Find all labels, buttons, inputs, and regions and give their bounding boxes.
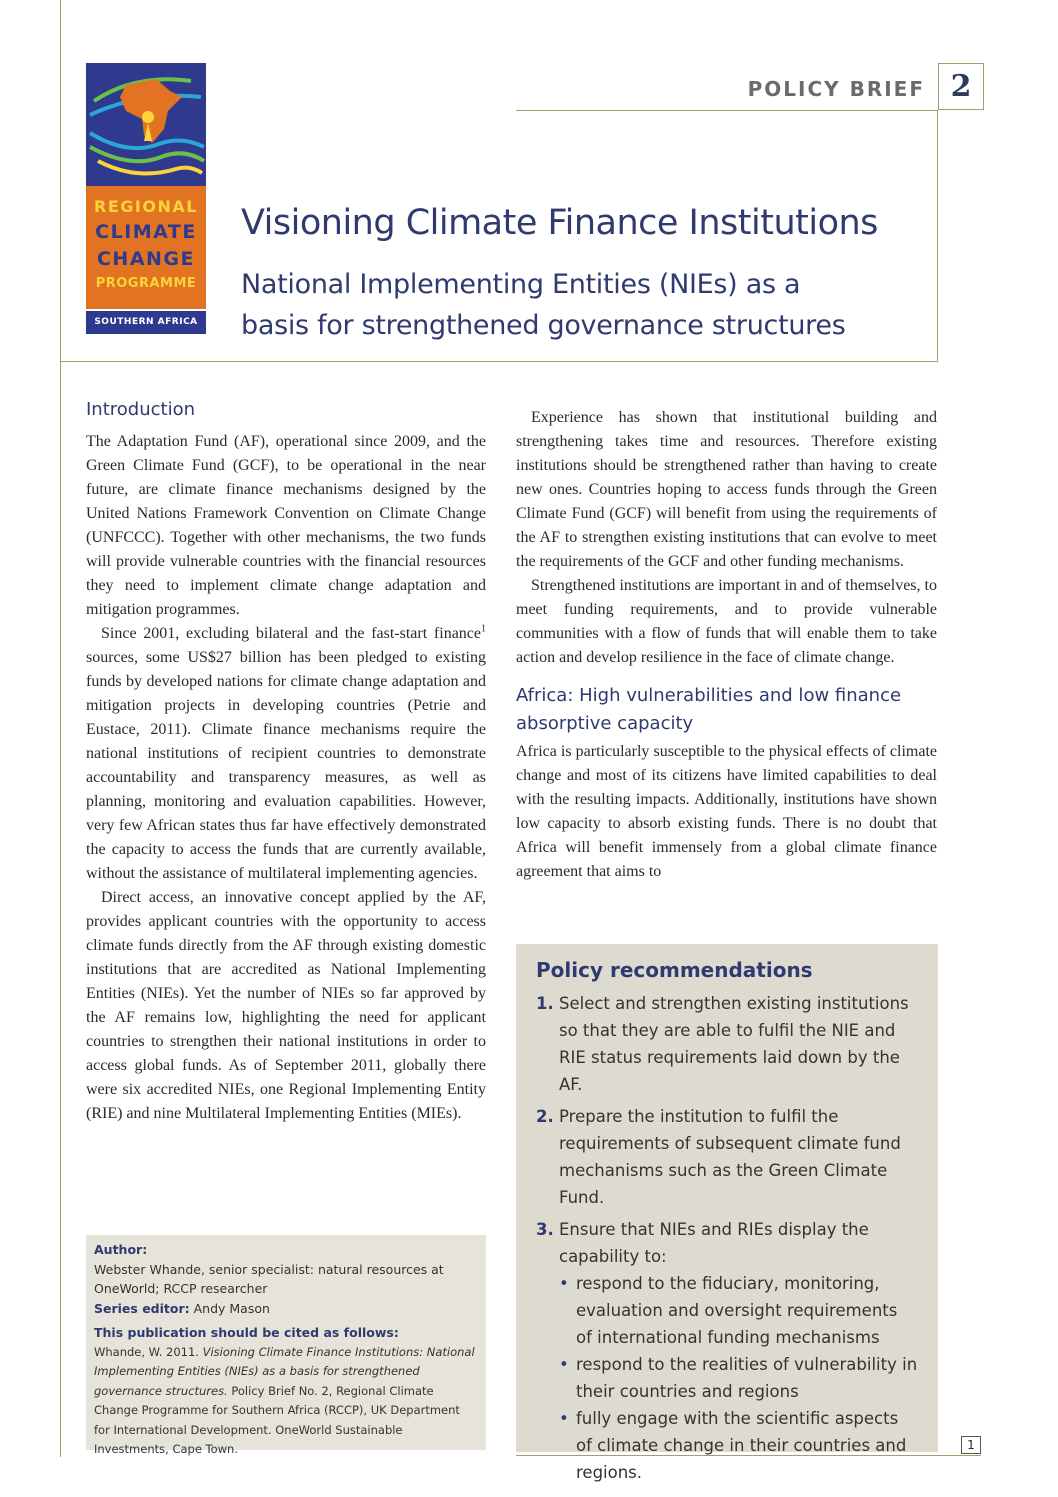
recommendation-number: 3. [536, 1220, 554, 1239]
series-editor-label: Series editor: [94, 1300, 190, 1316]
citation-author: Whande, W. 2011. [94, 1344, 203, 1359]
recommendation-number: 1. [536, 994, 554, 1013]
document-subtitle [241, 264, 881, 346]
header-right-rule [937, 110, 938, 362]
author-info-box [86, 1235, 486, 1456]
series-editor-line [94, 1299, 478, 1319]
intro-paragraph-1: The Adaptation Fund (AF), operational since 2009, and the Green Climate Fund (GCF), to be operational in the near future, are climate finance mechanisms designed by the United Nations Framework Convention on Climate Change (UNFCCC). Together with other mechanisms, the two funds will provide vulnerable countries with the financial resources they need to implement climate change adaptation and mitigation programmes. [86, 433, 486, 618]
recommendation-bullet: • respond to the fiduciary, monitoring, evaluation and oversight requirements of international funding mechanisms [559, 1270, 918, 1351]
left-body-rule [60, 362, 61, 1457]
policy-recommendations-box [516, 944, 938, 1482]
recommendation-text: Prepare the institution to fulfil the requirements of subsequent climate fund mechanisms such as the Green Climate Fund. [559, 1107, 901, 1207]
author-label: Author: [94, 1242, 148, 1257]
subtitle-line-2: basis for strengthened governance structures [241, 310, 846, 341]
footnote-marker: 1 [481, 623, 486, 635]
header-bottom-rule [60, 361, 938, 362]
recommendation-3 [536, 1216, 918, 1486]
right-column [516, 406, 937, 884]
recommendation-bullet: • fully engage with the scientific aspects of climate change in their countries and regions. [559, 1405, 918, 1486]
logo-africa-graphic [86, 63, 206, 186]
subtitle-line-1: National Implementing Entities (NIEs) as a [241, 269, 801, 300]
intro-paragraph-3: Direct access, an innovative concept applied by the AF, provides applicant countries with the opportunity to access climate funds directly from the AF through existing domestic institutions that are accredited as National Implementing Entities (NIEs). Yet the number of NIEs so far approved by the AF remains low, highlighting the need for applicant countries to strengthen their national institutions in order to access global funds. As of September 2011, globally there were six accredited NIEs, one Regional Implementing Entity (RIE) and nine Multilateral Implementing Entities (MIEs). [86, 889, 486, 1122]
intro-paragraph-2-rest: sources, some US$27 billion has been pledged to existing funds by developed nations for climate change adaptation and mitigation projects in developing countries (Petrie and Eustace, 2011). Climate finance mechanisms require the national institutions of recipient countries to demonstrate accountability and transparency measures, as well as planning, monitoring and evaluation capabilities. However, very few African states thus far have effectively demonstrated the capacity to access the funds that are currently available, without the assistance of multilateral implementing agencies. [86, 649, 486, 882]
logo-text-regional: REGIONAL [94, 197, 198, 216]
page-number: 1 [961, 1436, 981, 1454]
policy-brief-label: POLICY BRIEF [747, 77, 925, 101]
policy-brief-number: 2 [938, 63, 984, 110]
policy-brief-rule [516, 110, 938, 111]
introduction-heading: Introduction [86, 399, 196, 420]
recommendation-text: Select and strengthen existing institutions so that they are able to fulfil the NIE and RIE status requirements laid down by the AF. [559, 994, 909, 1094]
citation-text [94, 1343, 478, 1460]
right-paragraph-1: Experience has shown that institutional building and strengthening takes time and resources. Therefore existing institutions should be strengthened rather than having to create new ones. Countries hoping to access funds through the Green Climate Fund (GCF) will benefit from using the requirements of the AF to strengthen existing institutions that can evolve to meet the requirements of the GCF and other funding mechanisms. [516, 409, 937, 570]
recommendation-1 [536, 990, 918, 1098]
author-text: Webster Whande, senior specialist: natural resources at OneWorld; RCCP researcher [94, 1261, 444, 1296]
recommendation-bullet: • respond to the realities of vulnerability in their countries and regions [559, 1351, 918, 1405]
recommendation-2 [536, 1103, 918, 1211]
recommendation-text: Ensure that NIEs and RIEs display the capability to: [559, 1220, 869, 1266]
logo-text-change: CHANGE [96, 248, 196, 270]
intro-paragraph-2 [86, 622, 486, 886]
recommendation-number: 2. [536, 1107, 554, 1126]
left-frame-rule [60, 0, 61, 362]
series-editor-name: Andy Mason [189, 1300, 270, 1316]
policy-recommendations-heading: Policy recommendations [536, 958, 813, 982]
rccp-logo [86, 63, 206, 334]
intro-paragraph-2-start: Since 2001, excluding bilateral and the fast-start finance [101, 625, 481, 642]
left-column [86, 396, 486, 1126]
right-paragraph-2: Strengthened institutions are important in and of themselves, to meet funding requirements, and to provide vulnerable communities with a flow of funds that will enable them to take action and develop resilience in the face of climate change. [516, 577, 937, 666]
citation-label: This publication should be cited as follows: [94, 1325, 399, 1340]
logo-footer-southern-africa: SOUTHERN AFRICA [86, 311, 206, 334]
africa-heading: Africa: High vulnerabilities and low finance absorptive capacity [516, 685, 902, 734]
citation-publisher: Policy Brief No. 2, Regional Climate Change Programme for Southern Africa (RCCP), UK Department for International Development. OneWorld Sustainable Investments, Cape Town. [94, 1383, 460, 1456]
document-title: Visioning Climate Finance Institutions [241, 203, 878, 243]
right-paragraph-3: Africa is particularly susceptible to the physical effects of climate change and most of its citizens have limited capabilities to deal with the resulting impacts. Additionally, institutions have shown low capacity to absorb existing funds. There is no doubt that Africa will benefit immensely from a global climate finance agreement that aims to [516, 743, 937, 880]
logo-text-programme: PROGRAMME [95, 276, 197, 291]
logo-text-climate: CLIMATE [95, 221, 197, 243]
citation-title: Visioning Climate Finance Institutions: National Implementing Entities (NIEs) as a basis for strengthened governance structures. [94, 1344, 475, 1398]
